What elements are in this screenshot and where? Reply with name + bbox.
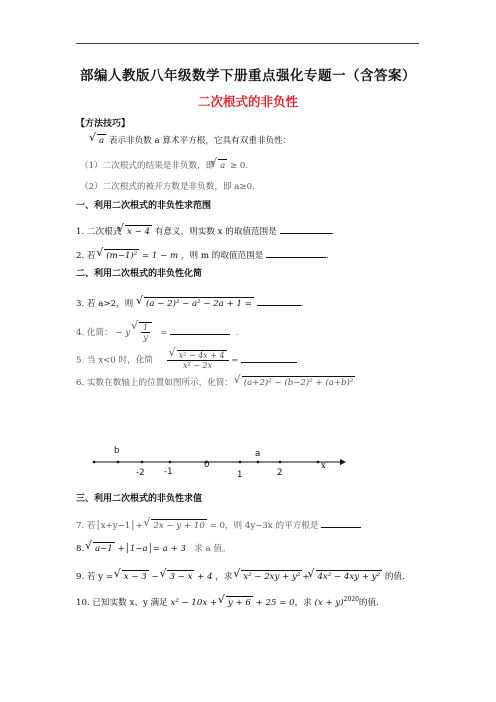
page-title: 部编人教版八年级数学下册重点强化专题一（含答案）	[80, 68, 416, 84]
q8-text: 求 a 值。	[194, 544, 231, 554]
q6-prefix: 6. 实数在数轴上的位置如图所示，化简：	[76, 378, 234, 388]
q9-tail: 的值.	[384, 572, 405, 582]
q10-prefix: 10. 已知实数 x、y 满足	[76, 597, 168, 608]
q9-ask: ，求	[215, 572, 233, 582]
tick-label-0: 0	[204, 460, 210, 470]
sqrt-a: √ a	[97, 134, 106, 147]
tick-label-neg1: -1	[164, 467, 173, 477]
q8-radical: √ a−1	[93, 542, 115, 555]
q2-radical: √ (m−1)²	[104, 249, 139, 262]
q10-radical: √ y + 6	[226, 596, 253, 609]
method-point-1-tail: ≥ 0.	[229, 161, 249, 171]
q10-exponent: 2020	[343, 596, 359, 603]
q2-text: ，则 m 的取值范围是	[180, 251, 264, 261]
q8-eq: +│1−a│= a + 3	[117, 544, 186, 554]
question-4: 4. 化简： − y √ $\frac{1}{y}$ = .	[76, 322, 238, 342]
q5-denominator: x² − 2x	[183, 361, 213, 370]
q9-expr-2: √ 4x² − 4xy + y²	[316, 570, 383, 583]
method-point-2: （2）二次根式的被开方数是非负数，即 a≥0.	[80, 182, 255, 192]
q9-minus: −	[151, 572, 159, 582]
sqrt-a-2: √ a	[218, 159, 227, 172]
q5-prefix: 5. 当 x<0 时，化简	[76, 355, 153, 366]
tick-label-neg2: -2	[136, 468, 145, 478]
q4-numerator: √ 1	[142, 323, 149, 332]
method-intro-text: 表示非负数 a 算术平方根，它具有双重非负性：	[108, 136, 292, 146]
q9-expr-1: √ x² − 2xy + y²	[241, 570, 302, 583]
q5-eq: =	[231, 355, 239, 366]
q9-radical-1: √ x − 3	[122, 570, 149, 583]
q9-plus: + 4	[197, 572, 213, 582]
q9-radical-2: √ 3 − x	[167, 570, 194, 583]
q10-power-base: (x + y)	[314, 597, 344, 608]
q10-expr: x² − 10x +	[170, 597, 218, 608]
q5-numerator: √ x² − 4x + 4	[177, 350, 227, 360]
q3-prefix: 3. 若 a>2，则	[76, 299, 134, 309]
question-8	[76, 542, 231, 555]
question-1: 1. 二次根式 √ x − 4 有意义，则实数 x 的取值范围是 .	[76, 224, 334, 238]
section3-heading: 三、利用二次根式的非负性求值	[76, 494, 203, 504]
point-b-label: b	[114, 446, 120, 456]
q1-text: 有意义，则实数 x 的取值范围是	[154, 227, 277, 237]
q2-eq: = 1 − m	[141, 251, 179, 261]
question-3: 3. 若 a>2，则 √ (a − 2)² − a² − 2a + 1 = .	[76, 296, 303, 310]
q1-prefix: 1. 二次根式	[76, 227, 122, 237]
q4-eq: =	[160, 328, 168, 338]
q4-prefix: 4. 化简：	[76, 328, 113, 338]
page-subtitle: 二次根式的非负性	[197, 94, 298, 109]
q10-ask: ，求	[294, 597, 312, 608]
q4-coef: − y	[115, 328, 131, 338]
q7-prefix: 7. 若│x+y−1│+	[76, 521, 143, 531]
q6-expression: √ (a+2)² − (b−2)² + (a+b)²	[242, 376, 356, 389]
method-point-1-text: （1）二次根式的结果是非负数，即	[80, 161, 215, 171]
question-7	[76, 518, 361, 532]
q10-eq: + 25 = 0	[255, 597, 295, 608]
question-10	[76, 594, 379, 609]
tick-label-1: 1	[237, 470, 243, 480]
tick-label-2: 2	[277, 468, 283, 478]
point-a-label: a	[255, 449, 261, 459]
q2-prefix: 2. 若	[76, 251, 96, 261]
q10-tail: 的值.	[358, 597, 379, 608]
q3-expression: √ (a − 2)² − a² − 2a + 1 =	[144, 297, 254, 310]
section2-heading: 二、利用二次根式的非负性化简	[76, 269, 203, 279]
q7-answer-blank[interactable]	[321, 518, 361, 528]
question-9: 9. 若 y = √ x − 3 − √ 3 − x + 4 ，求 √ x² − 2xy + y² +√ 4x² − 4xy + y² 的值.	[76, 570, 405, 583]
section1-heading: 一、利用二次根式的非负性求范围	[76, 201, 212, 211]
number-line-arrow	[340, 459, 346, 465]
q8-prefix: 8.	[76, 544, 85, 554]
q7-radical: √ 2x − y + 10	[151, 519, 206, 532]
axis-x-label: x	[321, 461, 326, 470]
q4-denominator: y	[143, 333, 148, 342]
q9-prefix: 9. 若 y =	[76, 572, 114, 582]
q7-text: = 0，则 4y−3x 的平方根是	[209, 521, 319, 531]
method-heading: 【方法技巧】	[76, 119, 131, 129]
q1-radical: √ x − 4	[125, 225, 152, 238]
question-2: 2. 若 √ (m−1)² = 1 − m ，则 m 的取值范围是 .	[76, 248, 329, 262]
